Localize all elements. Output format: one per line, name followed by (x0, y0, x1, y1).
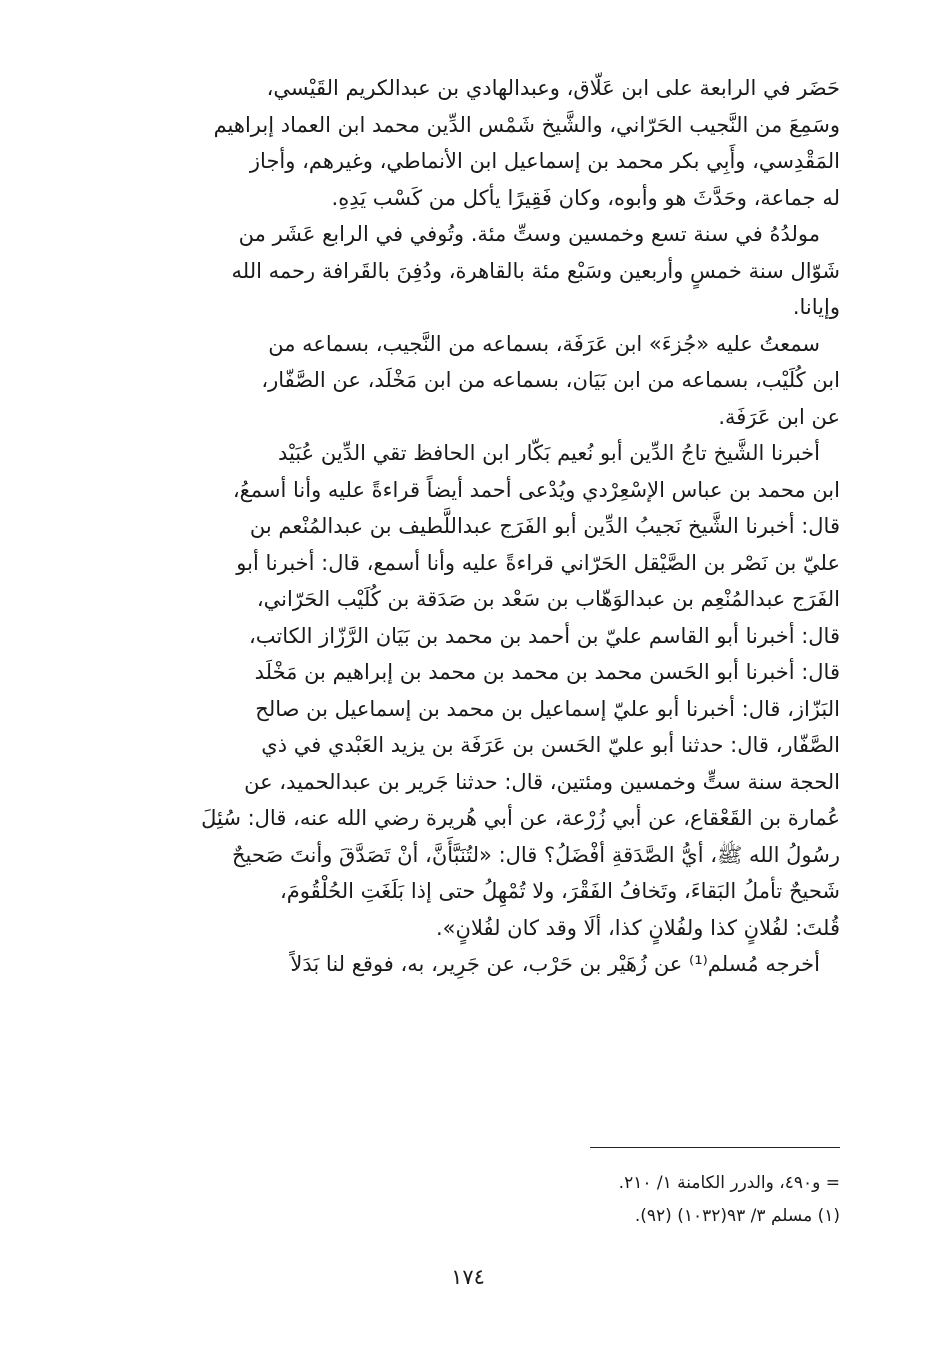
text-line: الصَّفّار، قال: حدثنا أبو عليّ الحَسن بن عَرَفَة بن يزيد العَبْدي في ذي (261, 733, 840, 757)
text-line: أخرجه مُسلم⁽¹⁾ عن زُهَيْر بن حَرْب، عن جَرِير، به، فوقع لنا بَدَلاً (290, 952, 820, 976)
footnote-continuation: = و٤٩٠، والدرر الكامنة ١/ ٢١٠. (618, 1173, 840, 1193)
text-line: الحجة سنة ستٍّ وخمسين ومئتين، قال: حدثنا جَرير بن عبدالحميد، عن (244, 769, 840, 794)
text-line: عليّ بن نَصْر بن الصَّيْقل الحَرّاني قراءةً عليه وأنا أسمع، قال: أخبرنا أبو (236, 550, 840, 575)
text-line: له جماعة، وحَدَّثَ هو وأبوه، وكان فَقِيرًا يأكل من كَسْب يَدِهِ. (331, 185, 840, 210)
page-number: ١٧٤ (451, 1265, 485, 1289)
text-line: عن ابن عَرَفَة. (718, 404, 840, 429)
text-line: ابن كُلَيْب، بسماعه من ابن بَيَان، بسماعه من ابن مَخْلَد، عن الصَّفّار، (261, 368, 840, 392)
text-line: رسُولُ الله ﷺ، أيُّ الصَّدَقةِ أفْضَلُ؟ قال: «لتُنَبَّأَنَّ، أنْ تَصَدَّقَ وأنتَ صَحيحٌ (231, 842, 840, 867)
text-line: قُلتَ: لفُلانٍ كذا ولفُلانٍ كذا، ألَا وقد كان لفُلانٍ». (436, 915, 840, 940)
text-line: مولدُهُ في سنة تسع وخمسين وستِّ مئة. وتُوفي في الرابع عَشَر من (238, 222, 820, 246)
footnotes (128, 1167, 840, 1233)
paragraph-3 (128, 326, 840, 436)
paragraph-2 (128, 216, 840, 326)
footnote-divider (590, 1147, 840, 1148)
paragraph-5 (128, 946, 840, 983)
text-line: عُمارة بن القَعْقاع، عن أبي زُرْعة، عن أبي هُريرة رضي الله عنه، قال: سُئِلَ (201, 806, 840, 830)
footnote-1: (١) مسلم ٣/ ٩٣(١٠٣٢) (٩٢). (634, 1206, 840, 1226)
text-line: شَحيحٌ تأملُ البَقاءَ، وتَخافُ الفَقْرَ، ولا تُمْهِلُ حتى إذا بَلَغَتِ الحُلْقُومَ، (279, 879, 840, 903)
paragraph-4 (128, 435, 840, 946)
text-line: البَزّاز، قال: أخبرنا أبو عليّ إسماعيل بن محمد بن إسماعيل بن صالح (255, 696, 840, 721)
text-line: قال: أخبرنا أبو الحَسن محمد بن محمد بن محمد بن إبراهيم بن مَخْلَد (254, 660, 840, 684)
paragraph-1 (128, 70, 840, 216)
text-line: قال: أخبرنا الشَّيخ نَجيبُ الدِّين أبو الفَرَج عبداللَّطيف بن عبدالمُنْعم بن (249, 514, 840, 538)
text-line: الفَرَج عبدالمُنْعِم بن عبدالوَهّاب بن سَعْد بن صَدَقة بن كُلَيْب الحَرّاني، (256, 587, 840, 611)
text-line: ابن محمد بن عباس الإسْعِرْدي ويُدْعى أحمد أيضاً قراءةً عليه وأنا أسمعُ، (232, 477, 840, 502)
text-line: أخبرنا الشَّيخ تاجُ الدِّين أبو نُعيم بَكّار ابن الحافظ تقي الدِّين عُبَيْد (277, 441, 820, 465)
text-line: المَقْدِسي، وأَبِي بكر محمد بن إسماعيل ابن الأنماطي، وغيرهم، وأجاز (249, 149, 840, 173)
text-line: قال: أخبرنا أبو القاسم عليّ بن أحمد بن محمد بن بَيَان الرَّزّاز الكاتب، (248, 623, 840, 648)
text-line: وإيانا. (792, 295, 840, 319)
text-line: وسَمِعَ من النَّجيب الحَرّاني، والشَّيخ شَمْس الدِّين محمد ابن العماد إبراهيم (213, 112, 840, 137)
text-line: حَضَر في الرابعة على ابن عَلّاق، وعبدالهادي بن عبدالكريم القَيْسي، (266, 76, 840, 100)
text-line: شَوّال سنة خمسٍ وأربعين وسَبْع مئة بالقاهرة، ودُفِنَ بالقَرافة رحمه الله (231, 258, 840, 283)
text-line: سمعتُ عليه «جُزءَ» ابن عَرَفَة، بسماعه من النَّجيب، بسماعه من (268, 331, 820, 356)
main-text (128, 70, 840, 983)
